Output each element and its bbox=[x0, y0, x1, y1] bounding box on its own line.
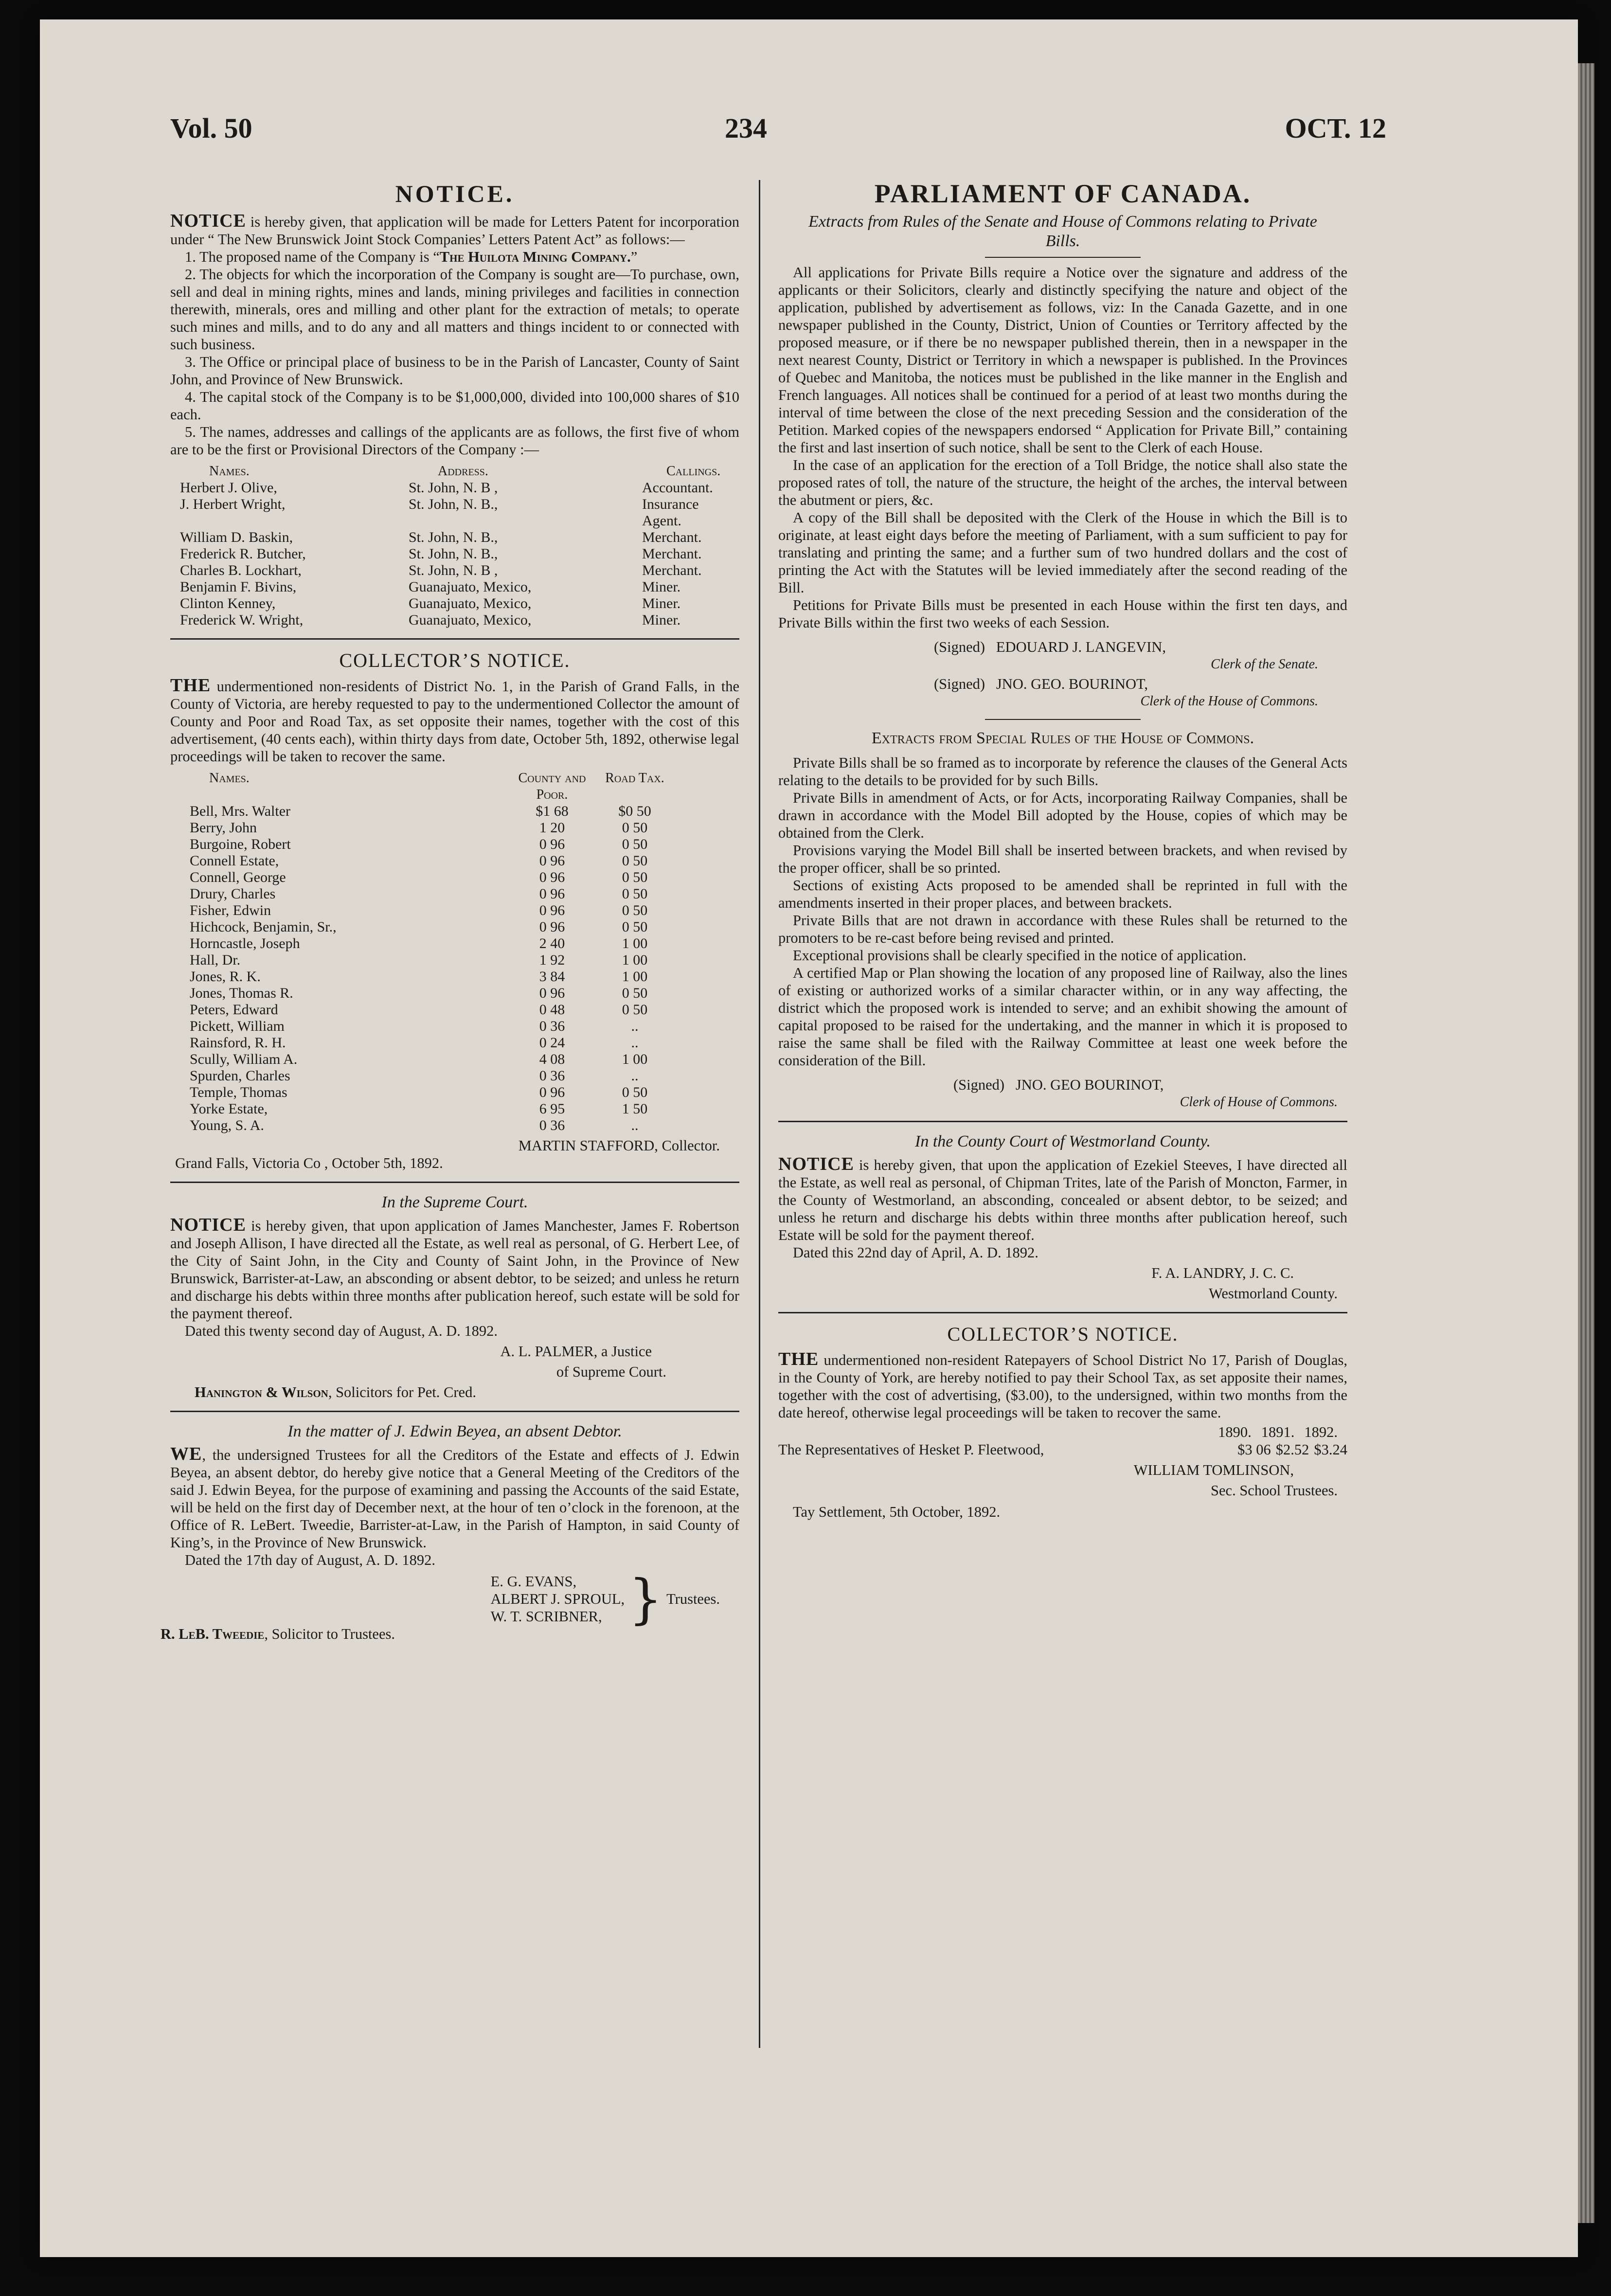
volume-label: Vol. 50 bbox=[170, 112, 252, 144]
collector-signature: MARTIN STAFFORD, Collector. bbox=[518, 1137, 720, 1154]
road-tax-amount: 1 00 bbox=[622, 1051, 648, 1067]
applicant-calling: Merchant. bbox=[642, 562, 702, 578]
trustees-label: Trustees. bbox=[666, 1591, 720, 1607]
applicant-row bbox=[180, 529, 734, 546]
tax-amount: $3 06 bbox=[1237, 1441, 1271, 1458]
westmorland-notice bbox=[778, 1132, 1347, 1302]
section-rule bbox=[170, 1182, 739, 1183]
trustees-block bbox=[170, 1568, 720, 1630]
applicants-table bbox=[180, 463, 734, 628]
road-tax-amount: .. bbox=[631, 1068, 639, 1084]
taxpayer-name: Hichcock, Benjamin, Sr., bbox=[190, 919, 337, 935]
short-rule bbox=[985, 719, 1141, 720]
taxpayer-name: Burgoine, Robert bbox=[190, 836, 291, 852]
brace-glyph: } bbox=[628, 1568, 663, 1630]
notice-intro: NOTICE is hereby given, that application will be made for Letters Patent for incorporation under “ The New Brunswick Joint Stock Companies’ Letters Patent Act” as follows:— bbox=[170, 211, 739, 248]
applicant-name: William D. Baskin, bbox=[180, 529, 293, 545]
applicant-row bbox=[180, 480, 734, 496]
signed-commons: (Signed) JNO. GEO. BOURINOT, bbox=[934, 676, 1148, 692]
special-p2: Private Bills in amendment of Acts, or for Acts, incorporating Railway Companies, shall be drawn in accordance with the Model Bill adopted by the House, copies of which may be obtained from the Clerk. bbox=[778, 789, 1347, 841]
left-column bbox=[161, 180, 739, 1643]
tax-row bbox=[190, 1117, 676, 1134]
issue-date: OCT. 12 bbox=[1285, 112, 1386, 144]
parliament-p1: All applications for Private Bills require a Notice over the signature and address of the applicants or their Solicitors, clearly and distinctly specifying the nature and object of the application, published by advertisement as follows, viz: In the Canada Gazette, and in one newspaper published in the County, District, Union of Counties or Territory affected by the proposed measure, or if there be no newspaper published therein, then in a newspaper in the next nearest County, District or Territory in which a newspaper is published. In the Provinces of Quebec and Manitoba, the notices must be published in the like manner in the English and French languages. All notices shall be continued for a period of at least two months during the interval of time between the close of the next preceding Session and the consideration of the Petition. Marked copies of the newspapers endorsed “ Application for Private Bill,” containing the first and last insertion of such notice, shall be sent to the Clerk of each House. bbox=[778, 264, 1347, 456]
mining-company-notice bbox=[170, 180, 739, 628]
applicant-row bbox=[180, 579, 734, 595]
beyea-dated: Dated the 17th day of August, A. D. 1892. bbox=[185, 1552, 436, 1568]
tax-year: 1890. bbox=[1218, 1424, 1252, 1440]
road-tax-amount: 0 50 bbox=[622, 820, 648, 836]
collector2-sig-2: Sec. School Trustees. bbox=[1211, 1482, 1338, 1499]
taxpayer-name: Scully, William A. bbox=[190, 1051, 298, 1067]
tax-table bbox=[190, 770, 676, 1134]
section-rule bbox=[170, 1411, 739, 1412]
applicant-calling: Miner. bbox=[642, 595, 681, 611]
county-poor-amount: 0 24 bbox=[539, 1035, 565, 1051]
county-poor-amount: 0 96 bbox=[539, 1084, 565, 1100]
applicant-name: J. Herbert Wright, bbox=[180, 496, 286, 512]
notice-item-1: 1. The proposed name of the Company is “The Huilota Mining Company.” bbox=[185, 249, 638, 265]
applicants-body bbox=[180, 480, 734, 628]
road-tax-amount: .. bbox=[631, 1035, 639, 1051]
applicant-row bbox=[180, 562, 734, 579]
special-rules bbox=[778, 729, 1347, 1111]
col-callings: Callings. bbox=[666, 464, 721, 479]
column-divider bbox=[759, 180, 760, 2048]
county-poor-amount: 0 36 bbox=[539, 1117, 565, 1133]
county-poor-amount: 0 96 bbox=[539, 919, 565, 935]
tax-row bbox=[190, 985, 676, 1002]
road-tax-amount: 0 50 bbox=[622, 836, 648, 852]
applicant-calling: Insurance Agent. bbox=[642, 496, 699, 529]
taxpayer-name: Pickett, William bbox=[190, 1018, 285, 1034]
short-rule bbox=[985, 257, 1141, 258]
tax-row bbox=[190, 1051, 676, 1068]
section-rule bbox=[778, 1312, 1347, 1313]
supreme-solicitors: Hanington & Wilson, Solicitors for Pet. Cred. bbox=[195, 1384, 476, 1400]
applicant-address: Guanajuato, Mexico, bbox=[409, 579, 532, 595]
fleetwood-name: The Representatives of Hesket P. Fleetwood, bbox=[778, 1441, 1044, 1458]
applicant-row bbox=[180, 496, 734, 529]
tax-year: 1891. bbox=[1261, 1424, 1295, 1440]
tax-row bbox=[190, 886, 676, 902]
tax-row bbox=[190, 853, 676, 869]
taxpayer-name: Fisher, Edwin bbox=[190, 902, 271, 918]
page-content bbox=[161, 107, 1386, 2053]
special-clerk-title: Clerk of House of Commons. bbox=[1180, 1094, 1338, 1110]
county-poor-amount: 1 92 bbox=[539, 952, 565, 968]
applicant-calling: Miner. bbox=[642, 579, 681, 595]
taxpayer-name: Rainsford, R. H. bbox=[190, 1035, 286, 1051]
tax-header-row bbox=[190, 770, 676, 803]
tax-row bbox=[190, 1018, 676, 1035]
parliament-subheading: Extracts from Rules of the Senate and House of Commons relating to Private Bills. bbox=[808, 213, 1317, 250]
parliament-p4: Petitions for Private Bills must be presented in each House within the first ten days, and Private Bills within the first two weeks of each Session. bbox=[778, 597, 1347, 631]
county-poor-amount: $1 68 bbox=[536, 803, 569, 819]
trustee-name: W. T. SCRIBNER, bbox=[490, 1608, 602, 1625]
applicant-address: St. John, N. B , bbox=[409, 480, 498, 496]
fleetwood-values bbox=[1237, 1441, 1347, 1458]
county-poor-amount: 0 96 bbox=[539, 985, 565, 1001]
collector2-title: COLLECTOR’S NOTICE. bbox=[947, 1323, 1179, 1345]
fleetwood-row bbox=[778, 1441, 1347, 1458]
taxpayer-name: Peters, Edward bbox=[190, 1002, 278, 1018]
section-rule bbox=[778, 1121, 1347, 1122]
applicant-address: St. John, N. B., bbox=[409, 496, 498, 512]
col-county-poor: County and Poor. bbox=[518, 771, 586, 802]
taxpayer-name: Bell, Mrs. Walter bbox=[190, 803, 290, 819]
col-tax-names: Names. bbox=[209, 771, 250, 786]
beyea-notice bbox=[161, 1422, 739, 1643]
applicant-row bbox=[180, 612, 734, 628]
special-p1: Private Bills shall be so framed as to incorporate by reference the clauses of the General Acts relating to the details to be provided for by such Bills. bbox=[778, 754, 1347, 789]
special-p4: Sections of existing Acts proposed to be amended shall be reprinted in full with the amendments inserted in their proper places, and between brackets. bbox=[778, 877, 1347, 911]
county-poor-amount: 0 36 bbox=[539, 1068, 565, 1084]
collector-notice-grand-falls bbox=[170, 649, 739, 1172]
county-poor-amount: 1 20 bbox=[539, 820, 565, 836]
special-heading: Extracts from Special Rules of the House of Commons. bbox=[871, 729, 1254, 747]
special-p5: Private Bills that are not drawn in accordance with these Rules shall be returned to the promoters to be re-cast before being revised and printed. bbox=[778, 912, 1347, 946]
tax-row bbox=[190, 836, 676, 853]
county-poor-amount: 0 96 bbox=[539, 853, 565, 869]
applicant-name: Herbert J. Olive, bbox=[180, 480, 277, 496]
applicant-name: Benjamin F. Bivins, bbox=[180, 579, 297, 595]
page-edge bbox=[1578, 63, 1594, 2223]
road-tax-amount: 0 50 bbox=[622, 902, 648, 918]
tax-row bbox=[190, 969, 676, 985]
special-p7: A certified Map or Plan showing the location of any proposed line of Railway, also the lines of existing or authorized works of a similar character within, or in any way affecting, the district which the proposed work is intended to serve; and an exhibit showing the amount of capital proposed to be raised for the undertaking, and the manner in which it is proposed to raise the same shall be filed with the Railway Committee at least one week before the consideration of the Bill. bbox=[778, 965, 1347, 1069]
road-tax-amount: 0 50 bbox=[622, 985, 648, 1001]
applicants-header-row bbox=[180, 463, 734, 480]
taxpayer-name: Young, S. A. bbox=[190, 1117, 264, 1133]
collector-dateline: Grand Falls, Victoria Co , October 5th, 1892. bbox=[175, 1155, 443, 1171]
tax-row bbox=[190, 952, 676, 969]
tax-row bbox=[190, 1035, 676, 1051]
road-tax-amount: 1 00 bbox=[622, 952, 648, 968]
westmorland-sig-1: F. A. LANDRY, J. C. C. bbox=[1151, 1265, 1294, 1281]
taxpayer-name: Drury, Charles bbox=[190, 886, 276, 902]
applicant-calling: Miner. bbox=[642, 612, 681, 628]
special-signed: (Signed) JNO. GEO BOURINOT, bbox=[953, 1076, 1164, 1093]
right-column bbox=[778, 180, 1347, 1521]
county-poor-amount: 2 40 bbox=[539, 935, 565, 951]
tax-row bbox=[190, 1068, 676, 1084]
applicant-address: Guanajuato, Mexico, bbox=[409, 595, 532, 611]
tax-row bbox=[190, 919, 676, 935]
notice-item-5: 5. The names, addresses and callings of the applicants are as follows, the first five of whom are to be the first or Provisional Directors of the Company :— bbox=[170, 424, 739, 458]
westmorland-dated: Dated this 22nd day of April, A. D. 1892. bbox=[793, 1244, 1038, 1261]
road-tax-amount: 1 00 bbox=[622, 935, 648, 951]
applicant-row bbox=[180, 595, 734, 612]
road-tax-amount: 0 50 bbox=[622, 1084, 648, 1100]
road-tax-amount: .. bbox=[631, 1018, 639, 1034]
section-rule bbox=[170, 638, 739, 640]
notice-item-2: 2. The objects for which the incorporation of the Company is sought are—To purchase, own, sell and deal in mining rights, mines and lands, mining privileges and facilities in connection therewith, minerals, ores and milling and other plant for the extraction of metals; to operate such mines and mills, and to do any and all matters and things incident to or connected with such business. bbox=[170, 266, 739, 353]
collector-title: COLLECTOR’S NOTICE. bbox=[339, 649, 571, 671]
county-poor-amount: 6 95 bbox=[539, 1101, 565, 1117]
county-poor-amount: 0 36 bbox=[539, 1018, 565, 1034]
applicant-name: Frederick R. Butcher, bbox=[180, 546, 306, 562]
tax-row bbox=[190, 869, 676, 886]
page-header bbox=[170, 107, 1386, 161]
road-tax-amount: 0 50 bbox=[622, 869, 648, 885]
taxpayer-name: Connell, George bbox=[190, 869, 286, 885]
supreme-dated: Dated this twenty second day of August, A. D. 1892. bbox=[185, 1323, 498, 1339]
county-poor-amount: 0 48 bbox=[539, 1002, 565, 1018]
county-poor-amount: 4 08 bbox=[539, 1051, 565, 1067]
collector2-dateline: Tay Settlement, 5th October, 1892. bbox=[793, 1504, 1001, 1520]
beyea-solicitor: R. LeB. Tweedie, Solicitor to Trustees. bbox=[161, 1626, 395, 1642]
county-poor-amount: 0 96 bbox=[539, 869, 565, 885]
taxpayer-name: Jones, Thomas R. bbox=[190, 985, 293, 1001]
special-p6: Exceptional provisions shall be clearly specified in the notice of application. bbox=[793, 947, 1247, 964]
applicant-address: St. John, N. B., bbox=[409, 529, 498, 545]
senate-clerk-title: Clerk of the Senate. bbox=[1211, 657, 1318, 672]
collector2-sig-1: WILLIAM TOMLINSON, bbox=[1133, 1462, 1294, 1478]
taxpayer-name: Hall, Dr. bbox=[190, 952, 241, 968]
supreme-sig-1: A. L. PALMER, a Justice bbox=[500, 1343, 652, 1360]
parliament-p3: A copy of the Bill shall be deposited with the Clerk of the House in which the Bill is to originate, at least eight days before the meeting of Parliament, with a sum sufficient to pay for translating and printing the same; and a further sum of two hundred dollars and the cost of printing the Act with the Statutes will be levied immediately after the second reading of the Bill. bbox=[778, 509, 1347, 596]
applicant-name: Clinton Kenney, bbox=[180, 595, 276, 611]
parliament-p2: In the case of an application for the erection of a Toll Bridge, the notice shall also state the proposed rates of toll, the nature of the structure, the height of the arches, the interval between the abutment or piers, &c. bbox=[778, 457, 1347, 508]
road-tax-amount: 0 50 bbox=[622, 853, 648, 869]
applicant-calling: Merchant. bbox=[642, 529, 702, 545]
trustee-name: ALBERT J. SPROUL, bbox=[490, 1591, 625, 1607]
westmorland-body: NOTICE is hereby given, that upon the application of Ezekiel Steeves, I have directed all the Estate, as well real as personal, of Chipman Trites, late of the Parish of Moncton, Farmer, in the County of Westmorland, an absconding, concealed or absent debtor, to be seized; and unless he return and discharge his debts within three months after publication hereof, such Estate will be sold for the payment thereof. bbox=[778, 1154, 1347, 1243]
road-tax-amount: .. bbox=[631, 1117, 639, 1133]
westmorland-heading: In the County Court of Westmorland County. bbox=[915, 1132, 1211, 1150]
notice-title: NOTICE. bbox=[395, 180, 515, 207]
collector-body: THE undermentioned non-residents of District No. 1, in the Parish of Grand Falls, in the County of Victoria, are hereby requested to pay to the undermentioned Collector the amount of County and Poor and Road Tax, as set opposite their names, together with the cost of this advertisement, (40 cents each), within thirty days from date, October 5th, 1892, otherwise legal proceedings will be taken to recover the same. bbox=[170, 675, 739, 765]
beyea-body: WE, the undersigned Trustees for all the Creditors of the Estate and effects of J. Edwin Beyea, an absent debtor, do hereby give notice that a General Meeting of the Creditors of the said J. Edwin Beyea, for the purpose of examining and passing the Accounts of the said Estate, will be held on the first day of December next, at the hour of ten o’clock in the forenoon, at the Office of R. LeBert. Tweedie, Barrister-at-Law, in the Parish of Hampton, in said County of King’s, in the Province of New Brunswick. bbox=[170, 1444, 739, 1551]
tax-amount: $3.24 bbox=[1314, 1441, 1347, 1458]
tax-row bbox=[190, 803, 676, 820]
county-poor-amount: 0 96 bbox=[539, 902, 565, 918]
taxpayer-name: Temple, Thomas bbox=[190, 1084, 287, 1100]
page-number: 234 bbox=[725, 112, 767, 144]
applicant-row bbox=[180, 546, 734, 562]
taxpayer-name: Jones, R. K. bbox=[190, 969, 261, 985]
tax-row bbox=[190, 902, 676, 919]
road-tax-amount: 0 50 bbox=[622, 886, 648, 902]
applicant-name: Charles B. Lockhart, bbox=[180, 562, 302, 578]
commons-clerk-title: Clerk of the House of Commons. bbox=[1140, 694, 1318, 709]
taxpayer-name: Spurden, Charles bbox=[190, 1068, 290, 1084]
col-names: Names. bbox=[209, 464, 250, 479]
road-tax-amount: 0 50 bbox=[622, 1002, 648, 1018]
signed-senate: (Signed) EDOUARD J. LANGEVIN, bbox=[934, 639, 1166, 655]
applicant-calling: Merchant. bbox=[642, 546, 702, 562]
road-tax-amount: 1 50 bbox=[622, 1101, 648, 1117]
supreme-body: NOTICE is hereby given, that upon application of James Manchester, James F. Robertson and Joseph Allison, I have directed all the Estate, as well real as personal, of G. Herbert Lee, of the City of Saint John, in the City and County of Saint John, in the Province of New Brunswick, Barrister-at-Law, an absconding or absent debtor, to be seized; and unless he return and discharge his debts within three months after publication hereof, such estate will be sold for the payment thereof. bbox=[170, 1215, 739, 1322]
tax-row bbox=[190, 1002, 676, 1018]
notice-item-4: 4. The capital stock of the Company is to be $1,000,000, divided into 100,000 shares of $10 each. bbox=[170, 389, 739, 423]
applicant-calling: Accountant. bbox=[642, 480, 713, 496]
road-tax-amount: 0 50 bbox=[622, 919, 648, 935]
applicant-name: Frederick W. Wright, bbox=[180, 612, 304, 628]
years-row bbox=[778, 1423, 1338, 1441]
taxpayer-name: Yorke Estate, bbox=[190, 1101, 268, 1117]
collector-notice-douglas bbox=[778, 1323, 1347, 1521]
county-poor-amount: 0 96 bbox=[539, 886, 565, 902]
westmorland-sig-2: Westmorland County. bbox=[1209, 1285, 1338, 1302]
trustee-list bbox=[491, 1573, 625, 1625]
applicant-address: St. John, N. B., bbox=[409, 546, 498, 562]
notice-item-3: 3. The Office or principal place of business to be in the Parish of Lancaster, County of Saint John, and Province of New Brunswick. bbox=[170, 354, 739, 388]
taxpayer-name: Berry, John bbox=[190, 820, 257, 836]
col-road-tax: Road Tax. bbox=[605, 771, 664, 786]
tax-body bbox=[190, 803, 676, 1134]
taxpayer-name: Connell Estate, bbox=[190, 853, 279, 869]
tax-amount: $2.52 bbox=[1275, 1441, 1309, 1458]
tax-row bbox=[190, 935, 676, 952]
col-address: Address. bbox=[438, 464, 488, 479]
tax-row bbox=[190, 1101, 676, 1117]
county-poor-amount: 0 96 bbox=[539, 836, 565, 852]
taxpayer-name: Horncastle, Joseph bbox=[190, 935, 300, 951]
tax-row bbox=[190, 820, 676, 836]
road-tax-amount: 1 00 bbox=[622, 969, 648, 985]
supreme-heading: In the Supreme Court. bbox=[381, 1193, 528, 1211]
tax-row bbox=[190, 1084, 676, 1101]
beyea-heading: In the matter of J. Edwin Beyea, an absent Debtor. bbox=[287, 1422, 622, 1440]
parliament-rules bbox=[778, 180, 1347, 710]
applicant-address: Guanajuato, Mexico, bbox=[409, 612, 532, 628]
trustee-name: E. G. EVANS, bbox=[490, 1573, 577, 1590]
collector2-body: THE undermentioned non-resident Ratepayers of School District No 17, Parish of Douglas, in the County of York, are hereby notified to pay their School Tax, as set apposite their names, together with the cost of advertising, ($3.00), to the undersigned, within two months from the date hereof, otherwise legal proceedings will be taken to recover the same. bbox=[778, 1349, 1347, 1421]
applicant-address: St. John, N. B , bbox=[409, 562, 498, 578]
road-tax-amount: $0 50 bbox=[618, 803, 651, 819]
supreme-court-notice bbox=[170, 1193, 739, 1401]
parliament-title: PARLIAMENT OF CANADA. bbox=[874, 179, 1252, 208]
special-p3: Provisions varying the Model Bill shall be inserted between brackets, and when revised by the proper officer, shall be so printed. bbox=[778, 842, 1347, 876]
tax-year: 1892. bbox=[1304, 1424, 1338, 1440]
county-poor-amount: 3 84 bbox=[539, 969, 565, 985]
supreme-sig-2: of Supreme Court. bbox=[556, 1363, 666, 1380]
